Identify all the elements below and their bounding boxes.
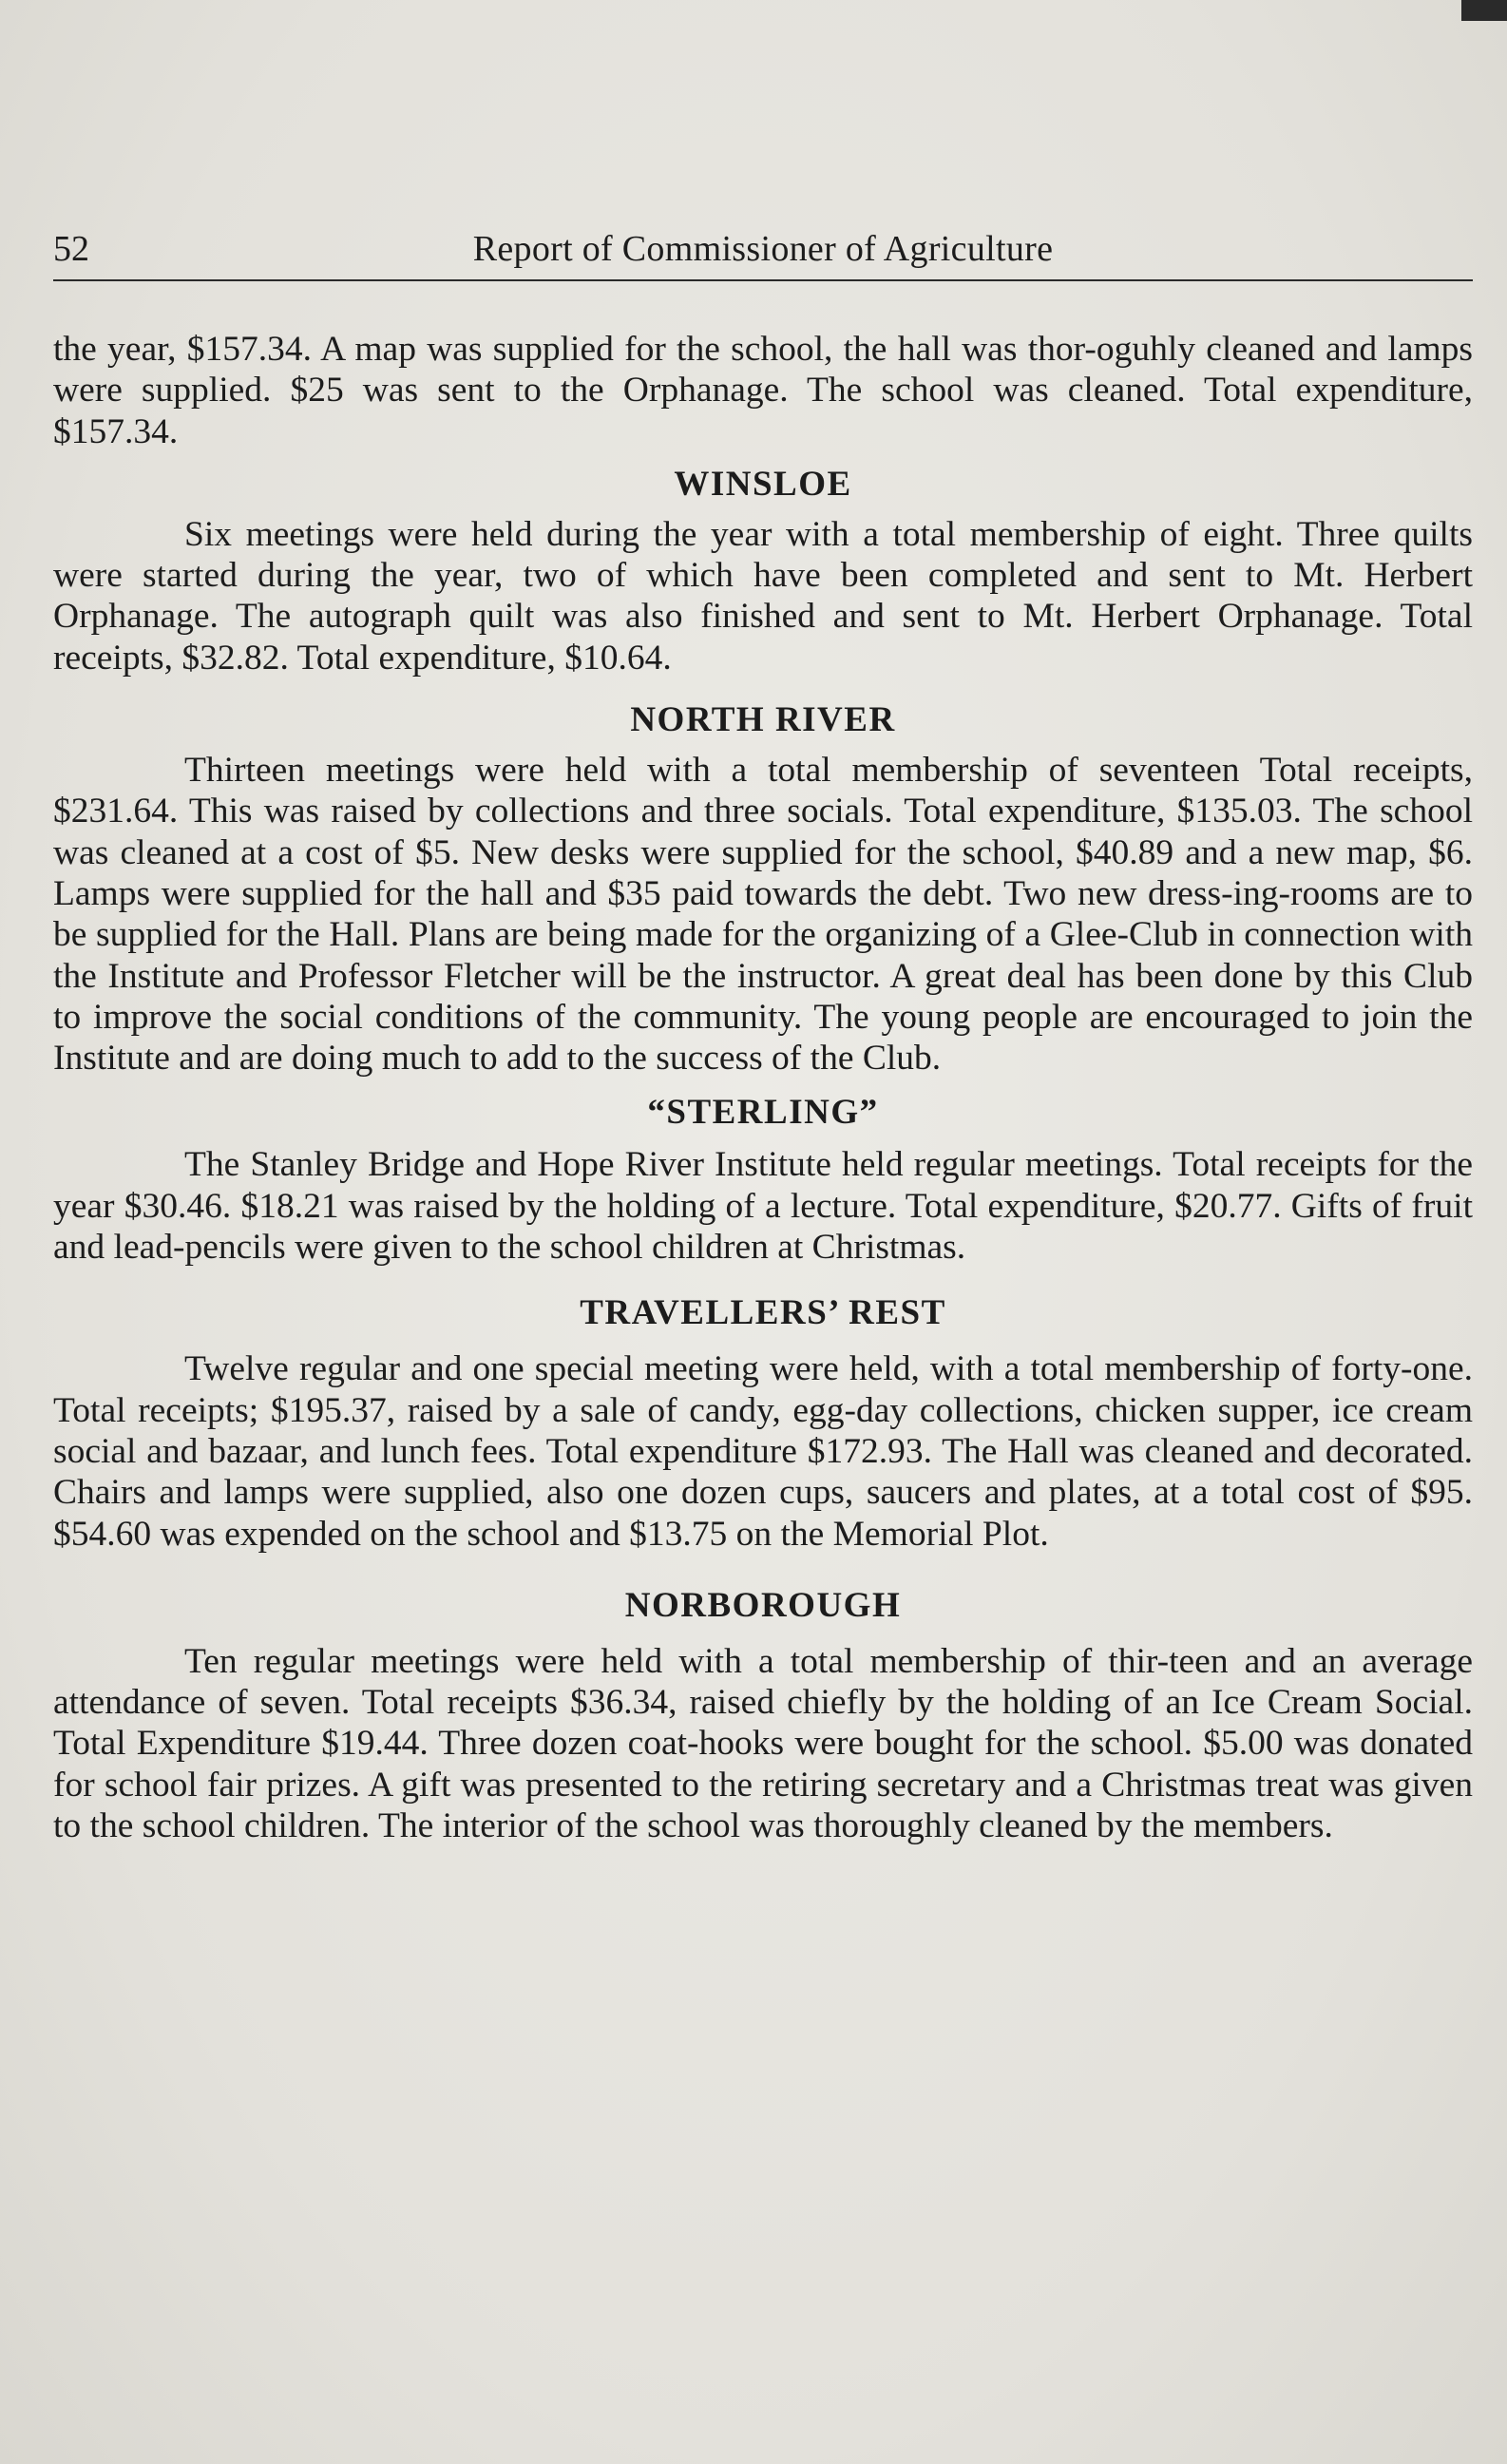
running-title: Report of Commissioner of Agriculture [472, 229, 1054, 269]
page-header [53, 220, 1473, 281]
page-number: 52 [53, 229, 89, 269]
section-text-travellers-rest: Twelve regular and one special meeting were held, with a total membership of forty-one. Total receipts; $195.37, raised by a sale of candy, egg-day collections, chicken supper, ice cream social and bazaar, and lunch fees. Total expenditure $172.93. The Hall was cleaned and decorated. Chairs and lamps were supplied, also one dozen cups, saucers and plates, at a total cost of $95. $54.60 was expended on the school and $13.75 on the Memorial Plot. [53, 1349, 1473, 1554]
section-heading-sterling: “STERLING” [647, 1093, 879, 1133]
section-heading-travellers-rest: TRAVELLERS’ REST [580, 1293, 946, 1333]
page-edge-mark [1461, 0, 1507, 21]
intro-paragraph: the year, $157.34. A map was supplied for the school, the hall was thor-oguhly cleaned and lamps were supplied. $25 was sent to the Orphanage. The school was cleaned. Total expenditure, $157.34. [53, 330, 1473, 451]
section-text-north-river: Thirteen meetings were held with a total membership of seventeen Total receipts, $231.64. This was raised by collections and three socials. Total expenditure, $135.03. The school was cleaned at a cost of $5. New desks were supplied for the school, $40.89 and a new map, $6. Lamps were supplied for the hall and $35 paid towards the debt. Two new dress-ing-rooms are to be supplied for the Hall. Plans are being made for the organizing of a Glee-Club in connection with the Institute and Professor Fletcher will be the instructor. A great deal has been done by this Club to improve the social conditions of the community. The young people are encouraged to join the Institute and are doing much to add to the success of the Club. [53, 751, 1473, 1079]
section-text-sterling: The Stanley Bridge and Hope River Institute held regular meetings. Total receipts for the year $30.46. $18.21 was raised by the holding of a lecture. Total expenditure, $20.77. Gifts of fruit and lead-pencils were given to the school children at Christmas. [53, 1145, 1473, 1268]
page-body [53, 329, 1473, 1846]
section-heading-winsloe: WINSLOE [674, 464, 852, 504]
section-heading-north-river: NORTH RIVER [630, 700, 896, 740]
section-heading-norborough: NORBOROUGH [624, 1585, 902, 1625]
section-text-norborough: Ten regular meetings were held with a total membership of thir-teen and an average attendance of seven. Total receipts $36.34, raised chiefly by the holding of an Ice Cream Social. Total Expenditure $19.44. Three dozen coat-hooks were bought for the school. $5.00 was donated for school fair prizes. A gift was presented to the retiring secretary and a Christmas treat was given to the school children. The interior of the school was thoroughly cleaned by the members. [53, 1641, 1473, 1846]
section-text-winsloe: Six meetings were held during the year with a total membership of eight. Three quilts were started during the year, two of which have been completed and sent to Mt. Herbert Orphanage. The autograph quilt was also finished and sent to Mt. Herbert Orphanage. Total receipts, $32.82. Total expenditure, $10.64. [53, 514, 1473, 678]
